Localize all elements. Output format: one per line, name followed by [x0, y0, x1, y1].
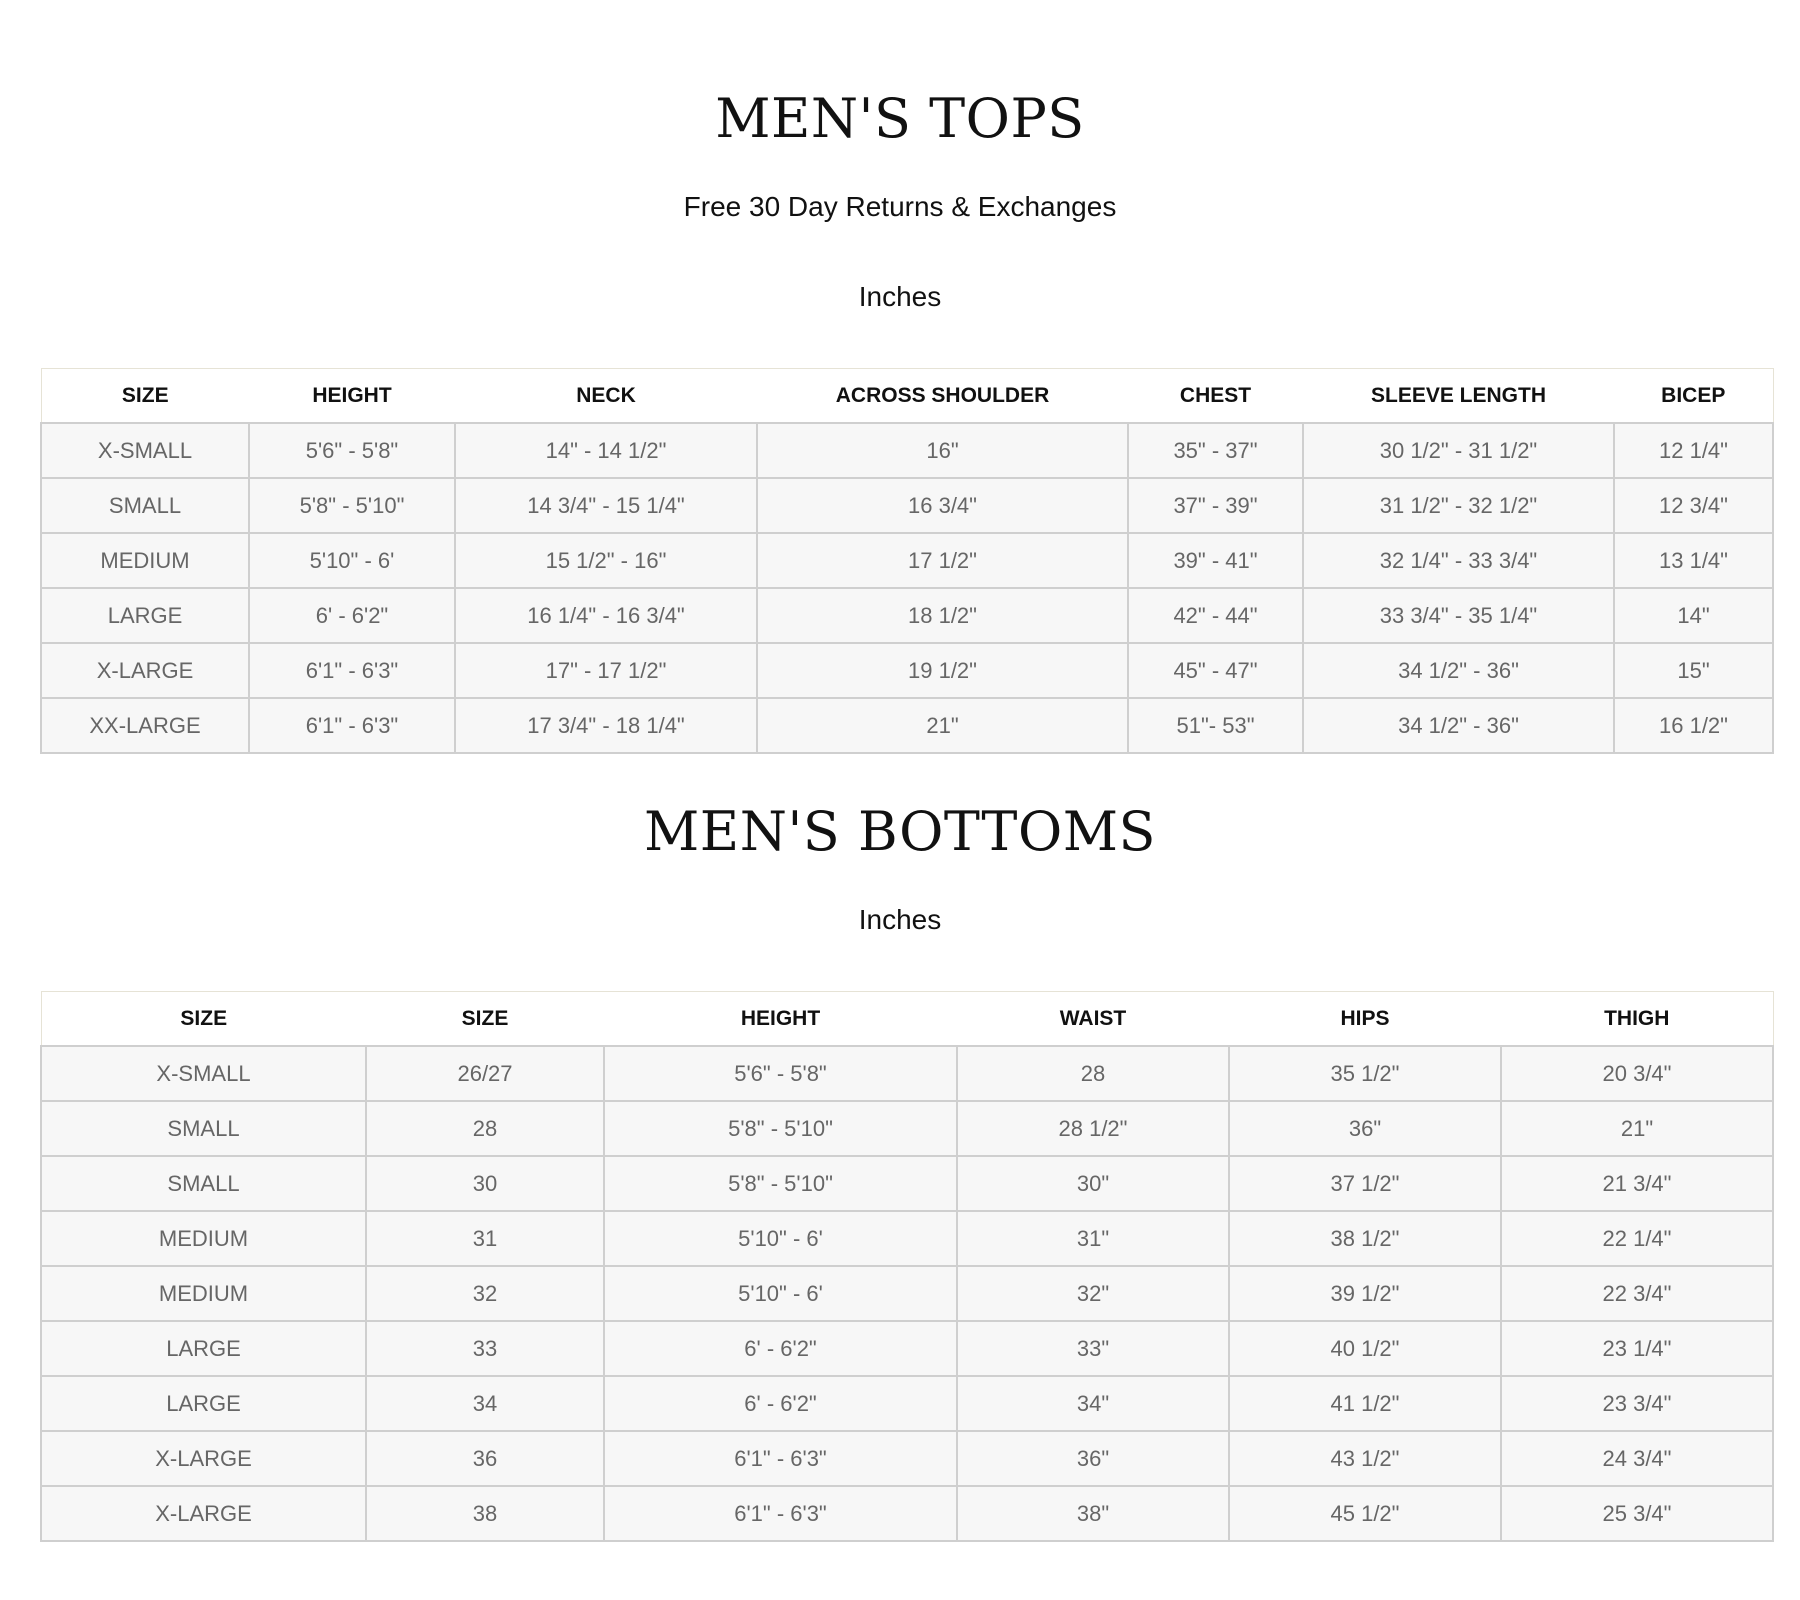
bottoms-unit-label: Inches	[858, 904, 942, 935]
table-cell: 31 1/2" - 32 1/2"	[1303, 478, 1614, 533]
table-cell: LARGE	[41, 588, 249, 643]
table-row	[41, 478, 1773, 533]
table-cell: 6'1" - 6'3"	[249, 643, 455, 698]
tops-header-cell: ACROSS SHOULDER	[757, 369, 1128, 424]
table-cell: 21"	[1501, 1101, 1773, 1156]
table-cell: 45" - 47"	[1128, 643, 1303, 698]
table-cell: 5'6" - 5'8"	[604, 1046, 957, 1101]
table-cell: LARGE	[41, 1321, 366, 1376]
table-cell: 6'1" - 6'3"	[604, 1486, 957, 1541]
table-cell: 31"	[957, 1211, 1229, 1266]
table-cell: MEDIUM	[41, 1266, 366, 1321]
table-cell: 17 1/2"	[757, 533, 1128, 588]
table-cell: 37" - 39"	[1128, 478, 1303, 533]
table-cell: 5'6" - 5'8"	[249, 423, 455, 478]
table-cell: 13 1/4"	[1614, 533, 1773, 588]
bottoms-header-cell: WAIST	[957, 992, 1229, 1047]
tops-header-cell: SLEEVE LENGTH	[1303, 369, 1614, 424]
table-row	[41, 423, 1773, 478]
tops-header-cell: HEIGHT	[249, 369, 455, 424]
bottoms-header-row	[41, 992, 1773, 1047]
table-cell: 33	[366, 1321, 604, 1376]
table-cell: 38 1/2"	[1229, 1211, 1501, 1266]
table-row	[41, 1321, 1773, 1376]
table-cell: 33 3/4" - 35 1/4"	[1303, 588, 1614, 643]
table-cell: X-LARGE	[41, 643, 249, 698]
tops-header-cell: BICEP	[1614, 369, 1773, 424]
tops-header-cell: CHEST	[1128, 369, 1303, 424]
table-cell: 36"	[957, 1431, 1229, 1486]
table-row	[41, 1156, 1773, 1211]
table-cell: 17 3/4" - 18 1/4"	[455, 698, 757, 753]
table-cell: 23 3/4"	[1501, 1376, 1773, 1431]
table-cell: 19 1/2"	[757, 643, 1128, 698]
table-cell: 5'10" - 6'	[604, 1266, 957, 1321]
table-cell: 36	[366, 1431, 604, 1486]
table-cell: X-SMALL	[41, 423, 249, 478]
table-cell: 35" - 37"	[1128, 423, 1303, 478]
table-cell: 6' - 6'2"	[604, 1321, 957, 1376]
bottoms-header-cell: THIGH	[1501, 992, 1773, 1047]
table-cell: 39 1/2"	[1229, 1266, 1501, 1321]
table-cell: 6'1" - 6'3"	[249, 698, 455, 753]
bottoms-header-cell: SIZE	[366, 992, 604, 1047]
table-cell: 26/27	[366, 1046, 604, 1101]
tops-title: MEN'S TOPS	[715, 87, 1085, 150]
table-cell: 15"	[1614, 643, 1773, 698]
tops-header-cell: NECK	[455, 369, 757, 424]
table-cell: 16"	[757, 423, 1128, 478]
table-cell: SMALL	[41, 1101, 366, 1156]
table-cell: 15 1/2" - 16"	[455, 533, 757, 588]
table-cell: MEDIUM	[41, 533, 249, 588]
bottoms-header-cell: HIPS	[1229, 992, 1501, 1047]
table-cell: 32"	[957, 1266, 1229, 1321]
table-cell: SMALL	[41, 478, 249, 533]
table-cell: 40 1/2"	[1229, 1321, 1501, 1376]
table-cell: 42" - 44"	[1128, 588, 1303, 643]
table-cell: 17" - 17 1/2"	[455, 643, 757, 698]
table-cell: 16 3/4"	[757, 478, 1128, 533]
table-cell: 30"	[957, 1156, 1229, 1211]
table-cell: 34	[366, 1376, 604, 1431]
bottoms-size-table	[40, 991, 1774, 1542]
table-cell: 30	[366, 1156, 604, 1211]
table-cell: 32 1/4" - 33 3/4"	[1303, 533, 1614, 588]
table-row	[41, 588, 1773, 643]
table-cell: MEDIUM	[41, 1211, 366, 1266]
table-cell: 22 1/4"	[1501, 1211, 1773, 1266]
table-cell: 43 1/2"	[1229, 1431, 1501, 1486]
table-cell: SMALL	[41, 1156, 366, 1211]
table-cell: 25 3/4"	[1501, 1486, 1773, 1541]
table-cell: 45 1/2"	[1229, 1486, 1501, 1541]
table-cell: 16 1/2"	[1614, 698, 1773, 753]
table-cell: 14" - 14 1/2"	[455, 423, 757, 478]
table-cell: 30 1/2" - 31 1/2"	[1303, 423, 1614, 478]
table-cell: 23 1/4"	[1501, 1321, 1773, 1376]
table-cell: 6' - 6'2"	[249, 588, 455, 643]
table-cell: 12 1/4"	[1614, 423, 1773, 478]
table-cell: 14"	[1614, 588, 1773, 643]
table-cell: 14 3/4" - 15 1/4"	[455, 478, 757, 533]
table-cell: 5'8" - 5'10"	[249, 478, 455, 533]
table-row	[41, 1266, 1773, 1321]
table-row	[41, 1101, 1773, 1156]
table-cell: 41 1/2"	[1229, 1376, 1501, 1431]
table-cell: 22 3/4"	[1501, 1266, 1773, 1321]
table-cell: 34"	[957, 1376, 1229, 1431]
table-cell: 31	[366, 1211, 604, 1266]
tops-header-cell: SIZE	[41, 369, 249, 424]
table-row	[41, 698, 1773, 753]
table-row	[41, 533, 1773, 588]
tops-unit-label: Inches	[858, 281, 942, 312]
table-cell: 24 3/4"	[1501, 1431, 1773, 1486]
table-cell: 34 1/2" - 36"	[1303, 643, 1614, 698]
table-cell: 6' - 6'2"	[604, 1376, 957, 1431]
table-cell: 21"	[757, 698, 1128, 753]
returns-note: Free 30 Day Returns & Exchanges	[683, 191, 1117, 222]
table-cell: 20 3/4"	[1501, 1046, 1773, 1101]
table-cell: 35 1/2"	[1229, 1046, 1501, 1101]
table-cell: 38"	[957, 1486, 1229, 1541]
table-row	[41, 1486, 1773, 1541]
table-cell: 5'8" - 5'10"	[604, 1101, 957, 1156]
table-cell: XX-LARGE	[41, 698, 249, 753]
tops-header-row	[41, 369, 1773, 424]
table-cell: 12 3/4"	[1614, 478, 1773, 533]
table-cell: 28	[366, 1101, 604, 1156]
table-cell: 6'1" - 6'3"	[604, 1431, 957, 1486]
table-cell: 5'10" - 6'	[249, 533, 455, 588]
table-cell: 38	[366, 1486, 604, 1541]
table-cell: 18 1/2"	[757, 588, 1128, 643]
table-cell: 5'10" - 6'	[604, 1211, 957, 1266]
table-cell: 39" - 41"	[1128, 533, 1303, 588]
bottoms-header-cell: HEIGHT	[604, 992, 957, 1047]
table-cell: 5'8" - 5'10"	[604, 1156, 957, 1211]
table-cell: 51"- 53"	[1128, 698, 1303, 753]
table-cell: X-LARGE	[41, 1431, 366, 1486]
table-cell: 34 1/2" - 36"	[1303, 698, 1614, 753]
table-cell: X-SMALL	[41, 1046, 366, 1101]
table-cell: LARGE	[41, 1376, 366, 1431]
table-row	[41, 1211, 1773, 1266]
table-cell: 21 3/4"	[1501, 1156, 1773, 1211]
table-row	[41, 1431, 1773, 1486]
table-cell: 33"	[957, 1321, 1229, 1376]
table-row	[41, 1376, 1773, 1431]
table-cell: 32	[366, 1266, 604, 1321]
table-row	[41, 643, 1773, 698]
tops-size-table	[40, 368, 1774, 754]
table-cell: X-LARGE	[41, 1486, 366, 1541]
bottoms-header-cell: SIZE	[41, 992, 366, 1047]
table-cell: 28	[957, 1046, 1229, 1101]
table-cell: 37 1/2"	[1229, 1156, 1501, 1211]
table-cell: 16 1/4" - 16 3/4"	[455, 588, 757, 643]
bottoms-title: MEN'S BOTTOMS	[643, 800, 1156, 863]
table-cell: 28 1/2"	[957, 1101, 1229, 1156]
table-cell: 36"	[1229, 1101, 1501, 1156]
table-row	[41, 1046, 1773, 1101]
